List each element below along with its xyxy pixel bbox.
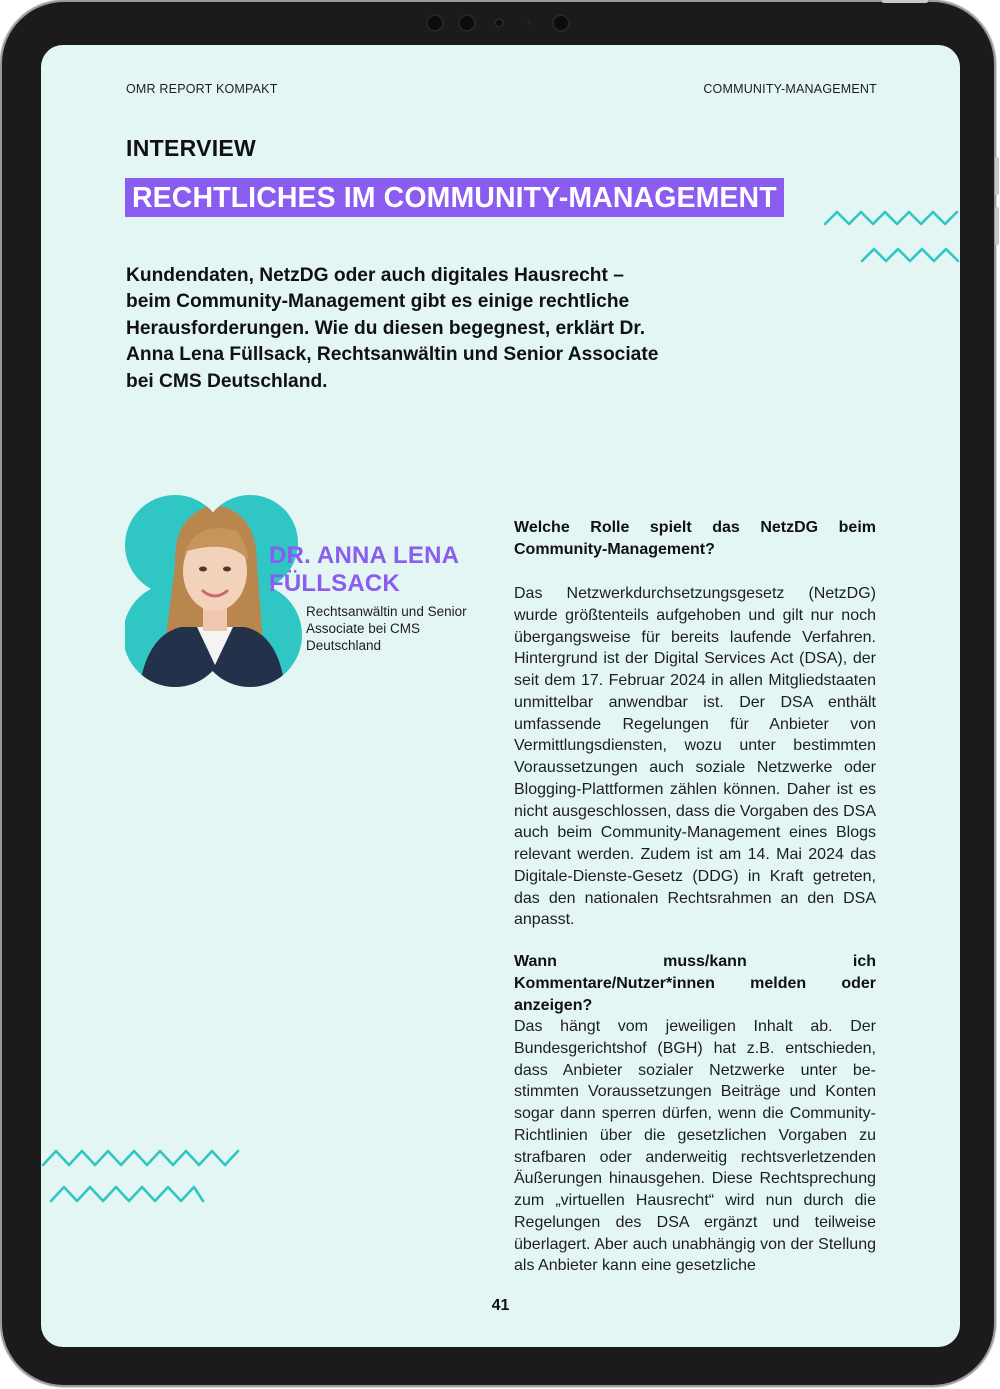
interviewee-name: DR. ANNA LENA FÜLLSACK	[269, 542, 459, 597]
volume-button-top	[995, 157, 999, 195]
camera-sensor-icon	[552, 14, 570, 32]
article-intro: Kundendaten, NetzDG oder auch digitales Hausrecht – beim Community-Management gibt es einige rechtliche Herausforderungen. Wie du diesen begegnest, erklärt Dr. Anna Lena Füllsack, Rechtsanwältin und Senior Associate bei CMS Deutschland.	[126, 265, 659, 392]
zigzag-wave-icon	[822, 205, 960, 267]
answer-2: Das hängt vom jeweiligen Inhalt ab. Der Bundesgerichtshof (BGH) hat z.B. entschieden, dass Anbieter sozialer Netzwerke unter bestimmten Voraussetzungen Beiträge und Konten sogar dann sperren dürfen, wenn die Community-Richtlinien über die gesetzlichen Vorgaben zu strafbaren oder anderweitig rechtsverletzenden Äußerungen hinausgehen. Diese Rechtsprechung zum „virtuellen Hausrecht“ wird nun durch die Regelungen des DSA ergänzt und teilweise überlagert. Aber auch unabhängig von der Stellung als Anbieter kann eine gesetzliche	[514, 1018, 876, 1275]
camera-sensor-icon	[527, 21, 531, 25]
page-number: 41	[491, 1297, 510, 1314]
camera-sensor-icon	[426, 14, 444, 32]
running-header-right: COMMUNITY-MANAGEMENT	[703, 82, 877, 96]
zigzag-wave-icon	[41, 1143, 241, 1209]
document-page[interactable]	[41, 45, 960, 1347]
question-1: Welche Rolle spielt das NetzDG beim Community-Management?	[514, 519, 876, 558]
section-kicker: INTERVIEW	[126, 135, 257, 161]
article-title: RECHTLICHES IM COMMUNITY-MANAGEMENT	[132, 182, 777, 214]
answer-1: Das Netzwerkdurchsetzungsgesetz (NetzDG) wurde größtenteils aufgehoben und gilt nur noch übergangsweise für bereits laufende Verfahren. Hintergrund ist der Digital Services Act (DSA), der seit dem 17. Februar 2024 in allen Mitgliedstaaten unmittelbar anwendbar ist. Der DSA enthält umfassende Regelungen für Anbieter von Vermittlungsdiensten, wozu unter bestimmten Voraussetzungen auch soziale Netzwerke oder Blogging-Plattformen zählen können. Daher ist es nicht ausgeschlossen, dass die Vorgaben des DSA auch beim Community-Management eines Blogs relevant werden. Zudem ist am 14. Mai 2024 das Digitale-Dienste-Gesetz (DDG) in Kraft getreten, das den nationalen Rechtsrahmen an den DSA anpasst.	[514, 585, 877, 929]
interviewee-role: Rechtsanwältin und Senior Associate bei CMS Deutschland	[306, 604, 467, 653]
running-header-left: OMR REPORT KOMPAKT	[126, 82, 278, 96]
question-2: Wann muss/kann ich Kommentare/Nutzer*innen melden oder anzeigen?	[514, 953, 876, 1014]
power-button	[882, 0, 928, 3]
camera-sensor-icon	[458, 14, 476, 32]
tablet-frame	[2, 2, 994, 1385]
volume-button-bottom	[995, 207, 999, 245]
camera-lens-icon	[494, 18, 504, 28]
article-title-box	[125, 178, 784, 217]
